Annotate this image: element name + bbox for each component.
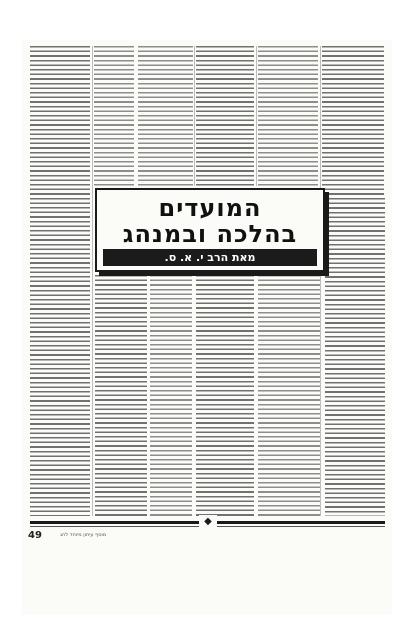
text-column-top-2	[258, 46, 318, 186]
text-column-top-4	[138, 46, 193, 186]
column-rule	[92, 46, 93, 516]
article-header-box	[95, 188, 325, 272]
footer-running-text: מוסף עיתון מיוחד לחג	[60, 532, 107, 538]
text-column-lower-3	[150, 275, 192, 516]
article-title-line2: בהלכה ובמנהג	[122, 220, 298, 248]
column-rule	[194, 46, 195, 186]
article-byline: מאת הרב י. א. ס.	[103, 249, 317, 266]
column-rule	[256, 46, 257, 186]
page-number: 49	[28, 530, 42, 541]
text-column-lower-1	[258, 275, 320, 516]
text-column-top-1	[322, 46, 384, 196]
column-rule	[320, 46, 321, 516]
text-column-top-3	[196, 46, 254, 186]
text-column-left-2	[94, 46, 134, 186]
text-column-left-1	[30, 46, 90, 516]
article-title-line1: המועדים	[158, 194, 262, 222]
text-column-right-lower	[325, 198, 385, 516]
text-column-lower-4	[95, 275, 147, 516]
footer-ornament-icon: ◆	[199, 515, 217, 529]
text-column-lower-2	[196, 275, 254, 516]
